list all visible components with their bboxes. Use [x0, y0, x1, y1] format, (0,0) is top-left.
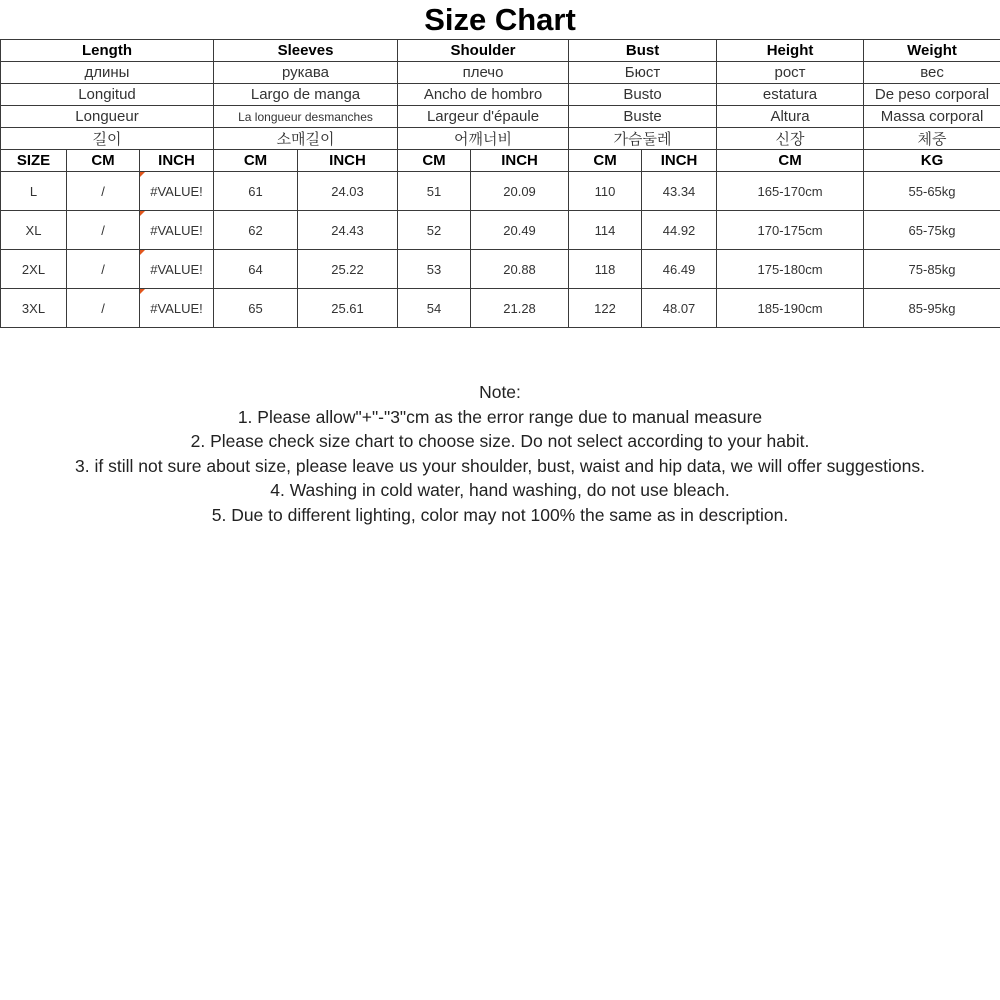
table-cell: 20.09 [471, 172, 569, 211]
header-row-ru [1, 62, 1000, 84]
header-cell: Longitud [1, 84, 214, 106]
table-cell: 85-95kg [864, 289, 1000, 328]
header-cell: 신장 [717, 128, 864, 150]
table-cell: 21.28 [471, 289, 569, 328]
table-cell: 51 [398, 172, 471, 211]
page-title: Size Chart [424, 2, 576, 37]
note-item: 3. if still not sure about size, please leave us your shoulder, bust, waist and hip data, we will offer suggestions. [75, 455, 925, 476]
unit-label: CM [717, 150, 864, 172]
size-cell: L [1, 172, 67, 211]
table-cell: 55-65kg [864, 172, 1000, 211]
table-cell: 54 [398, 289, 471, 328]
table-cell: 25.61 [298, 289, 398, 328]
header-cell: Ancho de hombro [398, 84, 569, 106]
size-cell: XL [1, 211, 67, 250]
note-item: 4. Washing in cold water, hand washing, do not use bleach. [270, 480, 730, 500]
size-cell: 3XL [1, 289, 67, 328]
error-cell: #VALUE! [140, 289, 214, 328]
table-cell: 62 [214, 211, 298, 250]
note-item: 5. Due to different lighting, color may not 100% the same as in description. [211, 504, 789, 525]
table-row [1, 289, 1000, 328]
table-row [1, 250, 1000, 289]
header-cell: Longueur [1, 106, 214, 128]
header-cell: вес [864, 62, 1000, 84]
header-cell: 소매길이 [214, 128, 398, 150]
header-cell: Бюст [569, 62, 717, 84]
table-row [1, 172, 1000, 211]
note-item: 1. Please allow"+"-"3"cm as the error range due to manual measure [237, 406, 763, 427]
header-sleeves: Sleeves [214, 40, 398, 62]
header-cell: Largeur d'épaule [398, 106, 569, 128]
table-cell: 175-180cm [717, 250, 864, 289]
error-cell: #VALUE! [140, 250, 214, 289]
table-cell: / [67, 289, 140, 328]
table-cell: 25.22 [298, 250, 398, 289]
unit-label: INCH [471, 150, 569, 172]
table-cell: / [67, 250, 140, 289]
table-row [1, 211, 1000, 250]
unit-label: CM [398, 150, 471, 172]
header-cell: длины [1, 62, 214, 84]
header-cell: рукава [214, 62, 398, 84]
table-cell: / [67, 211, 140, 250]
unit-label-row [1, 150, 1000, 172]
table-cell: 65 [214, 289, 298, 328]
header-cell: 가슴둘레 [569, 128, 717, 150]
table-cell: 20.49 [471, 211, 569, 250]
header-cell: плечо [398, 62, 569, 84]
unit-label: CM [67, 150, 140, 172]
header-height: Height [717, 40, 864, 62]
notes-heading: Note: [479, 382, 521, 402]
table-cell: 20.88 [471, 250, 569, 289]
table-cell: 64 [214, 250, 298, 289]
error-cell: #VALUE! [140, 211, 214, 250]
header-cell: Busto [569, 84, 717, 106]
table-cell: 24.03 [298, 172, 398, 211]
unit-label: CM [569, 150, 642, 172]
header-bust: Bust [569, 40, 717, 62]
table-cell: 114 [569, 211, 642, 250]
header-cell: Altura [717, 106, 864, 128]
header-cell: 어깨너비 [398, 128, 569, 150]
unit-label: KG [864, 150, 1000, 172]
table-cell: 44.92 [642, 211, 717, 250]
header-cell: 길이 [1, 128, 214, 150]
header-cell: estatura [717, 84, 864, 106]
header-cell: 체중 [864, 128, 1000, 150]
table-cell: 165-170cm [717, 172, 864, 211]
table-cell: / [67, 172, 140, 211]
table-cell: 48.07 [642, 289, 717, 328]
header-row-en [1, 40, 1000, 62]
error-cell: #VALUE! [140, 172, 214, 211]
table-cell: 46.49 [642, 250, 717, 289]
header-cell: Massa corporal [864, 106, 1000, 128]
table-cell: 61 [214, 172, 298, 211]
header-cell: рост [717, 62, 864, 84]
table-cell: 185-190cm [717, 289, 864, 328]
table-cell: 118 [569, 250, 642, 289]
header-shoulder: Shoulder [398, 40, 569, 62]
header-length: Length [1, 40, 214, 62]
header-cell: La longueur desmanches [214, 106, 398, 128]
header-cell: Buste [569, 106, 717, 128]
unit-label: INCH [298, 150, 398, 172]
table-cell: 53 [398, 250, 471, 289]
unit-label: SIZE [1, 150, 67, 172]
table-cell: 52 [398, 211, 471, 250]
note-item: 2. Please check size chart to choose size. Do not select according to your habit. [190, 431, 810, 451]
size-chart-table [0, 39, 1000, 328]
table-cell: 110 [569, 172, 642, 211]
header-cell: De peso corporal [864, 84, 1000, 106]
header-row-ko [1, 128, 1000, 150]
table-cell: 65-75kg [864, 211, 1000, 250]
table-cell: 43.34 [642, 172, 717, 211]
unit-label: INCH [642, 150, 717, 172]
header-row-fr [1, 106, 1000, 128]
size-cell: 2XL [1, 250, 67, 289]
unit-label: INCH [140, 150, 214, 172]
header-row-es [1, 84, 1000, 106]
table-cell: 170-175cm [717, 211, 864, 250]
header-weight: Weight [864, 40, 1000, 62]
table-cell: 122 [569, 289, 642, 328]
unit-label: CM [214, 150, 298, 172]
table-cell: 75-85kg [864, 250, 1000, 289]
notes-section [0, 380, 1000, 527]
header-cell: Largo de manga [214, 84, 398, 106]
table-cell: 24.43 [298, 211, 398, 250]
